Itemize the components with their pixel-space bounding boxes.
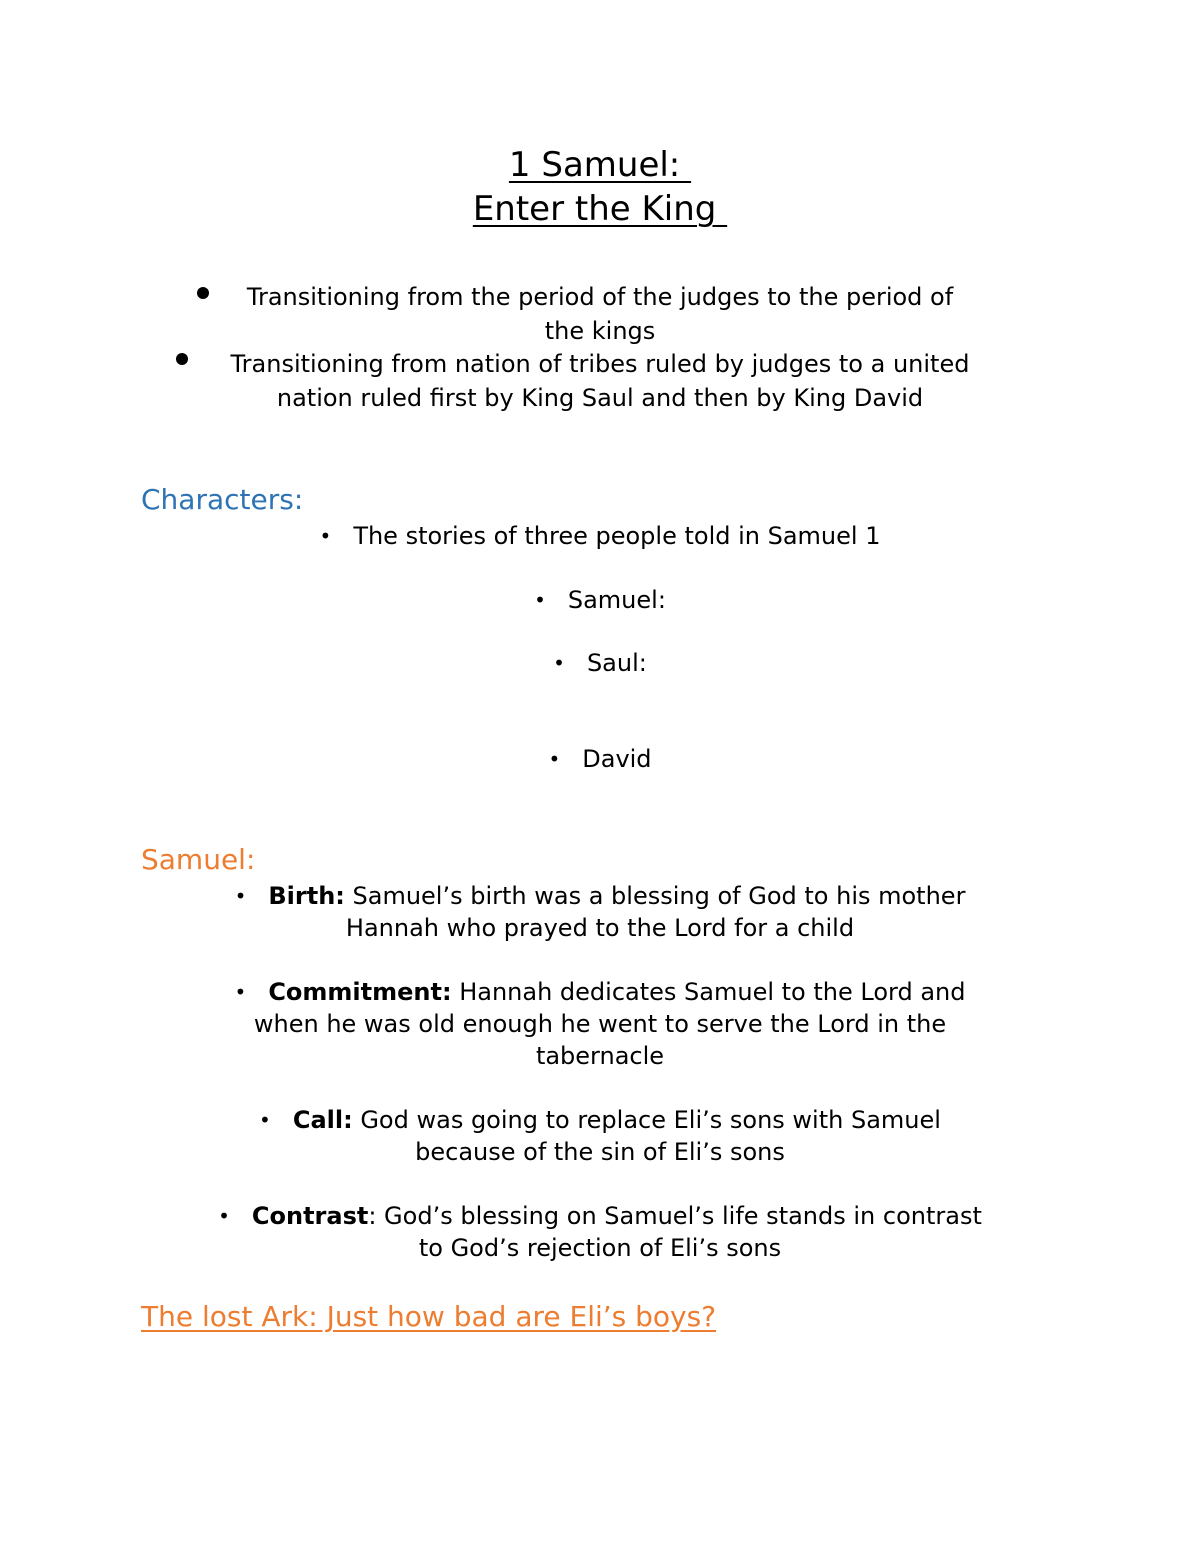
list-item-continuation: Hannah who prayed to the Lord for a child	[345, 914, 855, 942]
page-title-line1: 1 Samuel:	[508, 145, 692, 185]
bullet-icon: •	[553, 651, 565, 675]
list-item: • Contrast: God’s blessing on Samuel’s life stands in contrast	[218, 1202, 982, 1230]
list-item-continuation: because of the sin of Eli’s sons	[415, 1138, 785, 1166]
list-item: • The stories of three people told in Samuel 1	[319, 522, 881, 550]
list-item: • Birth: Samuel’s birth was a blessing of God to his mother	[234, 882, 966, 910]
list-item-continuation: tabernacle	[535, 1042, 665, 1070]
intro-item-2-line2: nation ruled first by King Saul and then by King David	[276, 384, 924, 412]
intro-item-1-line2: the kings	[544, 317, 656, 345]
bullet-icon: •	[218, 1204, 230, 1228]
list-item: • Call: God was going to replace Eli’s sons with Samuel	[259, 1106, 941, 1134]
bullet-icon: •	[234, 980, 247, 1004]
bullet-icon: •	[319, 524, 332, 548]
samuel-heading: Samuel:	[141, 843, 256, 876]
ark-heading: The lost Ark: Just how bad are Eli’s boys?	[141, 1300, 717, 1333]
page-title-line2: Enter the King	[472, 189, 728, 229]
list-item: • Commitment: Hannah dedicates Samuel to the Lord and	[234, 978, 966, 1006]
list-item-continuation: to God’s rejection of Eli’s sons	[418, 1234, 782, 1262]
list-item: • David	[548, 745, 652, 773]
bullet-icon: •	[548, 747, 561, 771]
bullet-icon: •	[534, 588, 546, 612]
list-item: • Samuel:	[534, 586, 666, 614]
list-item-continuation: when he was old enough he went to serve the Lord in the	[253, 1010, 947, 1038]
bullet-icon: •	[259, 1108, 271, 1132]
bullet-icon: •	[234, 884, 247, 908]
intro-item-2-line1: Transitioning from nation of tribes ruled by judges to a united	[230, 350, 970, 378]
characters-heading: Characters:	[141, 483, 304, 516]
list-item: • Saul:	[553, 649, 647, 677]
intro-item-1-line1: Transitioning from the period of the judges to the period of	[246, 283, 954, 311]
